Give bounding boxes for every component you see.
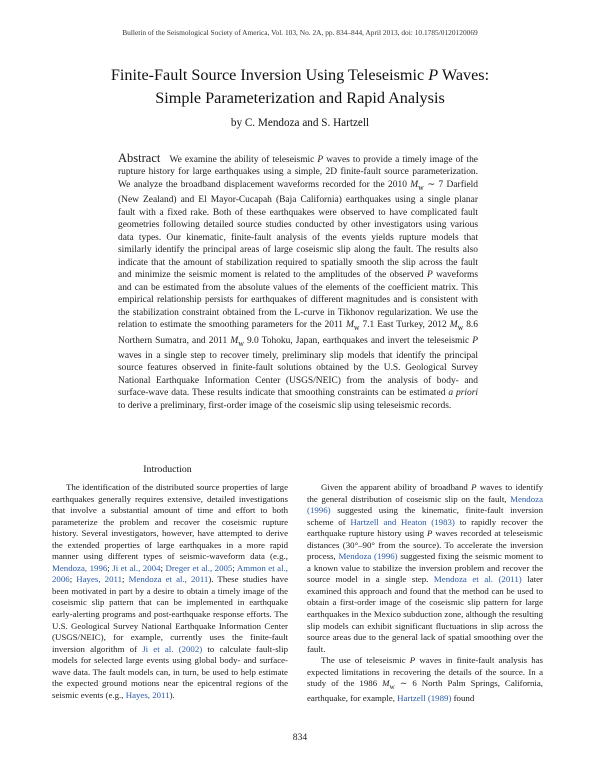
body-text: ; <box>122 574 129 585</box>
abstract <box>118 152 478 412</box>
body-text: ). <box>169 689 175 700</box>
body-text: ). These studies have been motivated in part by a desire to obtain a timely image of the coseismic slip pattern that can be implemented in earthquake early-alerting programs and post-earthquake response efforts. The U.S. Geological Survey National Earthquake Information Center (USGS/NEIC), for example, currently uses the finite-fault inversion algorithm of <box>52 574 289 654</box>
abstract-var: P <box>426 270 433 281</box>
body-var: P <box>471 482 477 492</box>
abstract-text: We examine the ability of teleseismic <box>169 155 318 165</box>
paragraph <box>307 655 543 704</box>
body-text: The identification of the distributed source properties of large earthquakes generally requires extensive, detailed investigations that involve a substantial amount of time and effort to both parameterize the problem and recover the coseismic rupture history. Several investigators, however, have attempted to derive the extended properties of large earthquakes in a more rapid manner using different types of seismic-waveform data (e.g., <box>52 482 288 562</box>
body-text: suggested fixing the seismic moment to a known value to stabilize the inversion problem and recover the source model in a single step. <box>307 551 543 585</box>
title-line1-end: Waves: <box>438 66 490 84</box>
abstract-text: 9.0 Tohoku, Japan, earthquakes and invert the teleseismic <box>243 335 473 346</box>
citation-link[interactable]: Mendoza (1996) <box>338 551 398 562</box>
abstract-var: P <box>317 155 324 165</box>
body-text: waves recorded at teleseismic distances (30°–90° from the source). To accelerate the inversion process, <box>307 528 543 562</box>
body-var: P <box>409 655 416 666</box>
abstract-text: to derive a preliminary, first-order image of the coseismic slip using teleseismic records. <box>118 400 452 411</box>
intro-right-column <box>307 482 543 704</box>
body-text: ∼ 6 North Palm Springs, California, earthquake, for example, <box>307 678 543 703</box>
citation-link[interactable]: Hayes, 2011 <box>125 689 170 700</box>
abstract-text: 8.6 Northern Sumatra, and 2011 <box>118 320 478 346</box>
body-text: ; <box>107 562 113 573</box>
abstract-subscript: w <box>457 323 464 333</box>
citation-link[interactable]: Mendoza (1996) <box>307 493 543 516</box>
title-line2: Simple Parameterization and Rapid Analysis <box>155 89 445 107</box>
abstract-var: P <box>472 335 479 346</box>
abstract-subscript: w <box>238 338 244 348</box>
body-text: waves in finite-fault analysis has expected limitations in recovering the details of the source. In a study of the 1986 <box>307 655 543 689</box>
abstract-var: M <box>345 320 354 331</box>
abstract-subscript: w <box>353 323 360 333</box>
running-header: Bulletin of the Seismological Society of America, Vol. 103, No. 2A, pp. 834–844, April 2013, doi: 10.1785/0120120069 <box>122 28 478 37</box>
citation-link[interactable]: Hartzell and Heaton (1983) <box>350 516 455 527</box>
abstract-text: 7.1 East Turkey, 2012 <box>359 320 450 331</box>
citation-link[interactable]: Mendoza et al., 2011 <box>128 574 209 585</box>
abstract-text: waveforms and can be estimated from the absolute values of the elements of the coefficient matrix. This empirical relationship persists for earthquakes of different magnitudes and is consistent with the stabilization constraint obtained from the L-curve in Tikhonov regularization. We use the relation to estimate the smoothing parameters for the 2011 <box>118 270 479 331</box>
abstract-text: ∼ 7 Darfield (New Zealand) and El Mayor-Cucapah (Baja California) earthquakes using a single planar fault with a fixed rake. Both of these earthquakes were observed to have complicated fault geometries following detailed source studies conducted by other investigators using various data types. Our kinematic, finite-fault analysis of the events yields rupture models that similarly identify the principal areas of large coseismic slip along the fault. The results also indicate that the amount of stabilization required to spatially smooth the slip across the fault and minimize the seismic moment is related to the amplitudes of the observed <box>118 179 478 281</box>
citation-link[interactable]: Ji et al. (2002) <box>142 643 203 654</box>
body-text: to rapidly recover the earthquake rupture history using <box>307 516 543 539</box>
body-text: later examined this approach and found that the method can be used to obtain a first-order image of the coseismic slip pattern for large earthquakes in the Mexico subduction zone, although the resulting slip models can exhibit significant fluctuations in slip across the source areas due to the general lack of spatial smoothing over the fault. <box>307 574 544 654</box>
abstract-var: M <box>410 179 419 190</box>
body-var: P <box>426 528 433 539</box>
abstract-text: waves in a single step to recover timely, preliminary slip models that identify the principal source features observed in finite-fault solutions obtained by the U.S. Geological Survey National Earthquake Information Center (USGS/NEIC) from the analysis of body- and surface-wave data. These results indicate that smoothing constraints can be estimated <box>118 350 478 399</box>
paper-title <box>40 64 560 110</box>
body-text: Given the apparent ability of broadband <box>321 482 472 492</box>
paragraph <box>307 482 543 655</box>
citation-link[interactable]: Ji et al., 2004 <box>112 562 161 573</box>
body-text: to calculate fault-slip models for selected large events using global body- and surface-wave data. The fault models can, in turn, be used to help estimate the expected ground motions near the epicentral regions of the seismic events (e.g., <box>52 643 288 700</box>
abstract-var: M <box>230 335 239 346</box>
citation-link[interactable]: Ammon et al., 2006 <box>52 562 288 585</box>
body-text: waves to identify the general distribution of coseismic slip on the fault, <box>307 482 543 504</box>
section-heading-introduction: Introduction <box>143 464 192 475</box>
abstract-text: waves to provide a timely image of the rupture history for large earthquakes using a simple, 2D finite-fault source parameterization. We analyze the broadband displacement waveforms recorded for the 2010 <box>118 155 478 190</box>
page-number: 834 <box>292 732 308 743</box>
abstract-var: M <box>449 320 458 331</box>
citation-link[interactable]: Mendoza et al. (2011) <box>433 574 522 585</box>
abstract-var: a priori <box>448 388 479 399</box>
title-variable: P <box>428 66 439 84</box>
body-text: ; <box>69 574 77 585</box>
body-text: suggested using the kinematic, finite-fault inversion scheme of <box>307 505 543 527</box>
citation-link[interactable]: Mendoza, 1996 <box>52 562 108 573</box>
citation-link[interactable]: Hartzell (1989) <box>397 692 452 703</box>
body-subscript: w <box>389 682 395 692</box>
intro-left-column <box>52 482 288 701</box>
body-text: found <box>451 692 475 703</box>
title-line1-start: Finite-Fault Source Inversion Using Teleseismic <box>110 66 429 84</box>
body-text: ; <box>160 562 166 573</box>
body-var: M <box>382 678 390 689</box>
abstract-label: Abstract <box>118 151 161 165</box>
abstract-subscript: w <box>418 182 424 192</box>
body-text: ; <box>232 562 237 573</box>
authors: by C. Mendoza and S. Hartzell <box>230 117 370 129</box>
citation-link[interactable]: Hayes, 2011 <box>76 574 123 585</box>
citation-link[interactable]: Dreger et al., 2005 <box>165 562 233 573</box>
body-text: The use of teleseismic <box>321 655 410 666</box>
